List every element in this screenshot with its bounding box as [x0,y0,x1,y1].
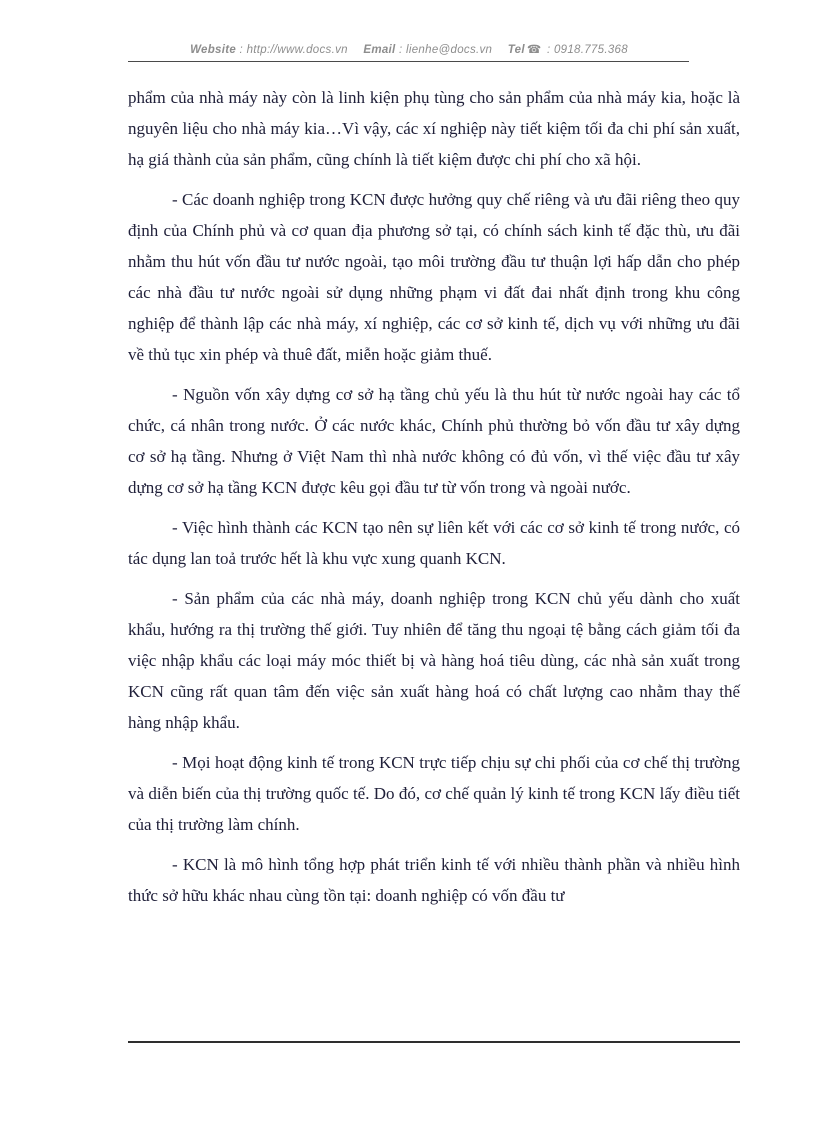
header-divider [128,61,689,62]
body-paragraph: - Nguồn vốn xây dựng cơ sở hạ tầng chủ yếu là thu hút từ nước ngoài hay các tổ chức, cá nhân trong nước. Ở các nước khác, Chính phủ thường bỏ vốn đầu tư xây dựng cơ sở hạ tầng. Nhưng ở Việt Nam thì nhà nước không có đủ vốn, vì thế việc đầu tư xây dựng cơ sở hạ tầng KCN được kêu gọi đầu tư từ vốn trong và ngoài nước. [128,385,740,497]
body-paragraph: - Các doanh nghiệp trong KCN được hưởng quy chế riêng và ưu đãi riêng theo quy định của Chính phủ và cơ quan địa phương sở tại, có chính sách kinh tế đặc thù, ưu đãi nhằm thu hút vốn đầu tư nước ngoài, tạo môi trường đầu tư thuận lợi hấp dẫn cho phép các nhà đầu tư nước ngoài sử dụng những phạm vi đất đai nhất định trong khu công nghiệp để thành lập các nhà máy, xí nghiệp, các cơ sở kinh tế, dịch vụ với những ưu đãi về thủ tục xin phép và thuê đất, miễn hoặc giảm thuế. [128,190,740,364]
website-sep: : [236,44,247,56]
body-paragraph: phẩm của nhà máy này còn là linh kiện phụ tùng cho sản phẩm của nhà máy kia, hoặc là nguyên liệu cho nhà máy kia…Vì vậy, các xí nghiệp này tiết kiệm tối đa chi phí sản xuất, hạ giá thành của sản phẩm, cũng chính là tiết kiệm được chi phí cho xã hội. [128,88,740,169]
body-paragraph: - Việc hình thành các KCN tạo nên sự liên kết với các cơ sở kinh tế trong nước, có tác dụng lan toả trước hết là khu vực xung quanh KCN. [128,518,740,568]
tel-sep: : [543,44,554,56]
body-paragraph: - KCN là mô hình tổng hợp phát triển kinh tế với nhiều thành phần và nhiều hình thức sở hữu khác nhau cùng tồn tại: doanh nghiệp có vốn đầu tư [128,855,740,905]
tel-number: 0918.775.368 [553,44,628,56]
document-body [128,82,740,920]
tel-label: Tel [507,44,525,56]
website-url: http://www.docs.vn [246,44,348,56]
website-label: Website [190,44,237,56]
body-paragraph: - Sản phẩm của các nhà máy, doanh nghiệp trong KCN chủ yếu dành cho xuất khẩu, hướng ra thị trường thế giới. Tuy nhiên để tăng thu ngoại tệ bằng cách giảm tối đa việc nhập khẩu các loại máy móc thiết bị và hàng hoá tiêu dùng, các nhà sản xuất trong KCN cũng rất quan tâm đến việc sản xuất hàng hoá có chất lượng cao nhằm thay thế hàng nhập khẩu. [128,589,740,732]
page-header [128,42,690,56]
email-address: lienhe@docs.vn [406,44,493,56]
email-sep: : [395,44,407,56]
header-website [190,44,348,56]
footer-divider [128,1041,740,1043]
phone-icon: ☎ [526,44,542,56]
email-label: Email [363,44,396,56]
header-tel [508,44,628,56]
header-email [363,44,492,56]
body-paragraph: - Mọi hoạt động kinh tế trong KCN trực tiếp chịu sự chi phối của cơ chế thị trường và diễn biến của thị trường quốc tế. Do đó, cơ chế quản lý kinh tế trong KCN lấy điều tiết của thị trường làm chính. [128,753,740,834]
